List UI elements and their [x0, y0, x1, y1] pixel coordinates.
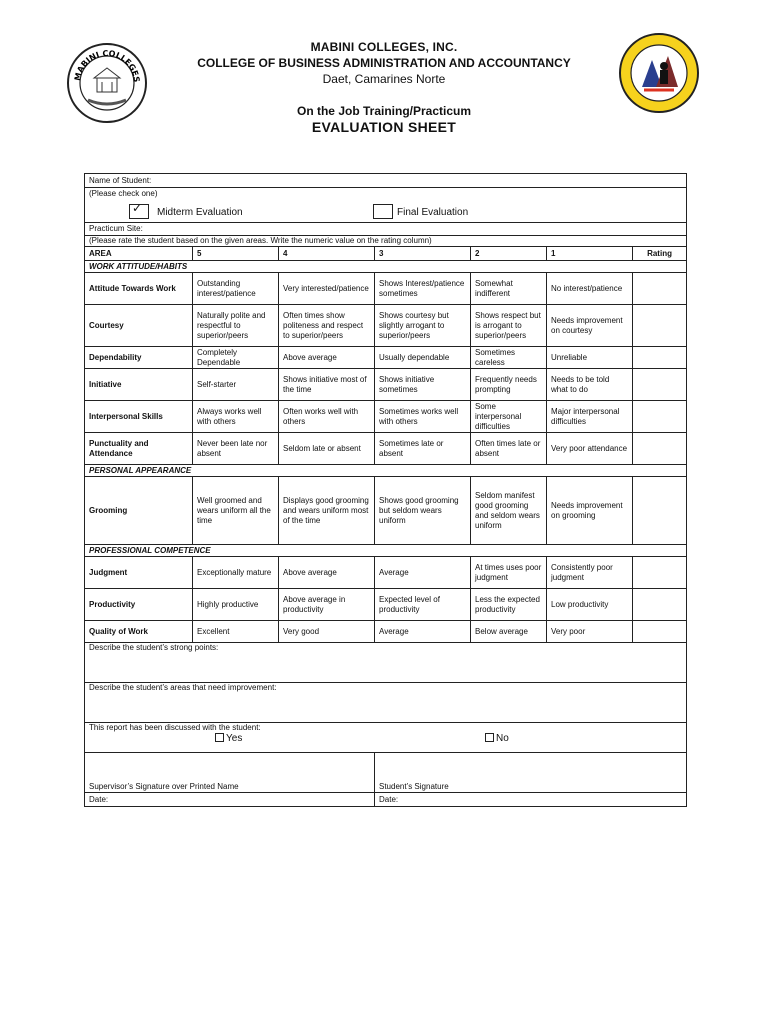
supervisor-signature-label: Supervisor’s Signature over Printed Name	[89, 782, 239, 791]
criteria-5: Outstanding interest/patience	[193, 273, 279, 305]
criteria-4: Seldom late or absent	[279, 433, 375, 465]
criteria-3: Shows good grooming but seldom wears uniform	[375, 477, 471, 545]
criteria-5: Well groomed and wears uniform all the time	[193, 477, 279, 545]
table-row	[85, 347, 687, 369]
area-label: Interpersonal Skills	[85, 401, 193, 433]
rating-instructions: (Please rate the student based on the given areas. Write the numeric value on the rating column)	[85, 236, 687, 247]
supervisor-date-field[interactable]	[85, 793, 375, 807]
area-label: Quality of Work	[85, 621, 193, 643]
criteria-4: Displays good grooming and wears uniform most of the time	[279, 477, 375, 545]
yes-label: Yes	[226, 733, 243, 744]
criteria-1: Consistently poor judgment	[547, 557, 633, 589]
area-label: Courtesy	[85, 305, 193, 347]
improvement-field[interactable]	[85, 683, 687, 723]
student-signature-label: Student’s Signature	[379, 782, 449, 791]
criteria-5: Self-starter	[193, 369, 279, 401]
criteria-5: Excellent	[193, 621, 279, 643]
section-professional-competence: PROFESSIONAL COMPETENCE	[85, 545, 687, 557]
criteria-3: Shows initiative sometimes	[375, 369, 471, 401]
rating-input[interactable]	[633, 273, 687, 305]
final-label: Final Evaluation	[397, 207, 469, 218]
rating-input[interactable]	[633, 557, 687, 589]
area-label: Punctuality and Attendance	[85, 433, 193, 465]
criteria-1: Needs improvement on grooming	[547, 477, 633, 545]
yes-option[interactable]	[215, 733, 242, 744]
table-row	[85, 589, 687, 621]
final-checkbox[interactable]	[373, 204, 393, 219]
criteria-1: Unreliable	[547, 347, 633, 369]
section-personal-appearance: PERSONAL APPEARANCE	[85, 465, 687, 477]
student-date-field[interactable]	[375, 793, 687, 807]
table-row	[85, 557, 687, 589]
no-option[interactable]	[485, 733, 509, 744]
document-header	[0, 0, 768, 170]
rating-input[interactable]	[633, 477, 687, 545]
criteria-2: Less the expected productivity	[471, 589, 547, 621]
criteria-2: At times uses poor judgment	[471, 557, 547, 589]
criteria-4: Shows initiative most of the time	[279, 369, 375, 401]
criteria-5: Naturally polite and respectful to superior/peers	[193, 305, 279, 347]
evaluation-table	[84, 173, 687, 807]
criteria-1: Low productivity	[547, 589, 633, 621]
criteria-5: Never been late nor absent	[193, 433, 279, 465]
criteria-4: Very interested/patience	[279, 273, 375, 305]
student-date-label: Date:	[379, 794, 399, 804]
rating-input[interactable]	[633, 305, 687, 347]
check-one-label: (Please check one)	[89, 189, 158, 198]
criteria-5: Exceptionally mature	[193, 557, 279, 589]
supervisor-date-label: Date:	[89, 794, 109, 804]
criteria-3: Sometimes works well with others	[375, 401, 471, 433]
criteria-1: Needs to be told what to do	[547, 369, 633, 401]
criteria-4: Above average in productivity	[279, 589, 375, 621]
area-label: Judgment	[85, 557, 193, 589]
table-row	[85, 273, 687, 305]
check-mark-icon: ✓	[132, 201, 143, 215]
column-header-3: 3	[375, 247, 471, 261]
strong-points-label: Describe the student’s strong points:	[89, 643, 219, 652]
criteria-5: Highly productive	[193, 589, 279, 621]
table-row	[85, 305, 687, 347]
evaluation-type-cell	[85, 188, 687, 223]
criteria-3: Usually dependable	[375, 347, 471, 369]
table-row	[85, 621, 687, 643]
area-label: Productivity	[85, 589, 193, 621]
table-row	[85, 477, 687, 545]
table-row	[85, 369, 687, 401]
student-signature-field[interactable]	[375, 753, 687, 793]
school-location: Daet, Camarines Norte	[322, 72, 446, 86]
strong-points-field[interactable]	[85, 643, 687, 683]
college-name: COLLEGE OF BUSINESS ADMINISTRATION AND ACCOUNTANCY	[197, 56, 571, 70]
criteria-1: Major interpersonal difficulties	[547, 401, 633, 433]
checkbox-square-icon	[215, 733, 224, 742]
column-header-4: 4	[279, 247, 375, 261]
rating-input[interactable]	[633, 433, 687, 465]
discussed-cell	[85, 723, 687, 753]
table-row	[85, 401, 687, 433]
rating-input[interactable]	[633, 401, 687, 433]
criteria-2: Frequently needs prompting	[471, 369, 547, 401]
criteria-4: Very good	[279, 621, 375, 643]
student-name-field[interactable]	[85, 174, 687, 188]
criteria-3: Shows courtesy but slightly arrogant to superior/peers	[375, 305, 471, 347]
rating-input[interactable]	[633, 621, 687, 643]
criteria-5: Completely Dependable	[193, 347, 279, 369]
midterm-label: Midterm Evaluation	[157, 207, 243, 218]
criteria-4: Above average	[279, 347, 375, 369]
criteria-4: Often times show politeness and respect to superior/peers	[279, 305, 375, 347]
criteria-4: Often works well with others	[279, 401, 375, 433]
column-header-5: 5	[193, 247, 279, 261]
criteria-1: Needs improvement on courtesy	[547, 305, 633, 347]
section-work-attitude: WORK ATTITUDE/HABITS	[85, 261, 687, 273]
criteria-3: Average	[375, 621, 471, 643]
criteria-1: Very poor attendance	[547, 433, 633, 465]
midterm-checkbox[interactable]	[129, 201, 149, 219]
criteria-4: Above average	[279, 557, 375, 589]
area-label: Initiative	[85, 369, 193, 401]
criteria-3: Average	[375, 557, 471, 589]
improvement-label: Describe the student’s areas that need improvement:	[89, 683, 277, 692]
student-name-label: Name of Student:	[89, 175, 152, 185]
no-label: No	[496, 733, 509, 744]
supervisor-signature-field[interactable]	[85, 753, 375, 793]
criteria-2: Shows respect but is arrogant to superior/peers	[471, 305, 547, 347]
criteria-2: Often times late or absent	[471, 433, 547, 465]
svg-text:MABINI COLLEGES: MABINI COLLEGES	[72, 48, 142, 83]
practicum-site-label: Practicum Site:	[89, 224, 143, 233]
area-label: Attitude Towards Work	[85, 273, 193, 305]
rating-input[interactable]	[633, 369, 687, 401]
criteria-2: Below average	[471, 621, 547, 643]
practicum-site-field[interactable]	[85, 223, 687, 236]
criteria-3: Expected level of productivity	[375, 589, 471, 621]
criteria-2: Sometimes careless	[471, 347, 547, 369]
criteria-1: No interest/patience	[547, 273, 633, 305]
criteria-1: Very poor	[547, 621, 633, 643]
document-subtitle: On the Job Training/Practicum	[296, 104, 472, 118]
table-row	[85, 433, 687, 465]
rating-input[interactable]	[633, 347, 687, 369]
area-label: Dependability	[85, 347, 193, 369]
discussed-label: This report has been discussed with the student:	[89, 723, 261, 732]
criteria-2: Some interpersonal difficulties	[471, 401, 547, 433]
column-header-area: AREA	[85, 247, 193, 261]
criteria-2: Somewhat indifferent	[471, 273, 547, 305]
rating-input[interactable]	[633, 589, 687, 621]
document-title: EVALUATION SHEET	[311, 119, 457, 135]
school-name: MABINI COLLEGES, INC.	[310, 40, 458, 54]
criteria-5: Always works well with others	[193, 401, 279, 433]
column-header-1: 1	[547, 247, 633, 261]
criteria-3: Shows Interest/patience sometimes	[375, 273, 471, 305]
column-header-2: 2	[471, 247, 547, 261]
checkbox-square-icon	[485, 733, 494, 742]
column-header-rating: Rating	[633, 247, 687, 261]
criteria-3: Sometimes late or absent	[375, 433, 471, 465]
area-label: Grooming	[85, 477, 193, 545]
criteria-2: Seldom manifest good grooming and seldom wears uniform	[471, 477, 547, 545]
